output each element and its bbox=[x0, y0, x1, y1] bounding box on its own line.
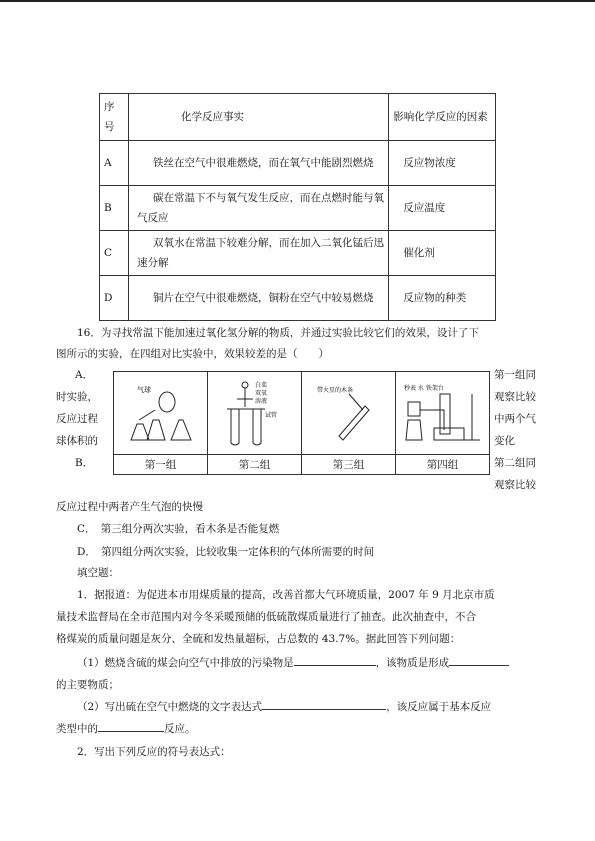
reaction-factor-table bbox=[99, 93, 496, 321]
row-factor: 反应温度 bbox=[389, 186, 496, 231]
answer-blank[interactable] bbox=[449, 656, 509, 666]
sub2-text: 反应。 bbox=[164, 723, 196, 735]
fill-q1-sub2-cont bbox=[56, 722, 196, 736]
row-no: C bbox=[100, 231, 129, 276]
group2-label: 白菜 bbox=[254, 382, 267, 389]
group2-apparatus-drawing bbox=[215, 377, 295, 449]
header-no: 序号 bbox=[100, 94, 129, 141]
q16-stem-line2: 图所示的实验，在四组对比实验中，效果较差的是（ ） bbox=[56, 348, 329, 360]
option-a-text: 球体积的 bbox=[56, 435, 98, 447]
header-factor: 影响化学反应的因素 bbox=[389, 94, 496, 141]
fill-q2-line: 2．写出下列反应的符号表达式： bbox=[77, 746, 231, 758]
q16-stem-line1: 16．为寻找常温下能加速过氧化氢分解的物质，并通过实验比较它们的效果，设计了下 bbox=[77, 327, 479, 339]
fill-q1-sub1-cont: 的主要物质； bbox=[56, 679, 119, 691]
table-header-row bbox=[100, 94, 496, 141]
group2-label: 试管 bbox=[264, 412, 277, 419]
sub2-text: ，该反应属于基本反应 bbox=[386, 701, 492, 713]
sub1-text: ，该物质是形成 bbox=[375, 657, 450, 669]
fill-q1-line3: 格煤炭的质量问题是灰分、全硫和发热量超标，占总数的 43.7%。据此回答下列问题： bbox=[56, 633, 461, 645]
group4-apparatus-drawing bbox=[400, 380, 486, 446]
fill-q1-line1: 1．据报道：为促进本市用煤质量的提高，改善首都大气环境质量，2007 年 9 月北京市质 bbox=[77, 589, 495, 601]
group3-image bbox=[302, 372, 396, 455]
option-a-text: 第一组同 bbox=[494, 369, 536, 381]
fill-q1-sub2-line bbox=[77, 700, 491, 714]
row-no: D bbox=[100, 276, 129, 321]
row-fact: 铁丝在空气中很难燃烧，而在氧气中能剧烈燃烧 bbox=[128, 141, 388, 186]
group2-label: 溶液 bbox=[254, 398, 267, 405]
balloon-label: 气球 bbox=[136, 386, 151, 394]
table-row bbox=[100, 231, 496, 276]
option-a-text: 观察比较 bbox=[494, 391, 536, 403]
page-top-rule bbox=[0, 0, 595, 2]
figure-caption: 第二组 bbox=[208, 455, 302, 475]
row-factor: 催化剂 bbox=[389, 231, 496, 276]
answer-blank[interactable] bbox=[98, 722, 164, 732]
fill-q1-sub1-line bbox=[77, 656, 509, 670]
option-c-text: C． 第三组分两次实验，看木条是否能复燃 bbox=[77, 523, 280, 535]
group2-image bbox=[208, 372, 302, 455]
option-a-text: 时实验， bbox=[56, 391, 98, 403]
row-factor: 反应物的种类 bbox=[389, 276, 496, 321]
row-fact: 碳在常温下不与氧气发生反应，而在点燃时能与氧气反应 bbox=[128, 186, 388, 231]
figure-caption: 第一组 bbox=[114, 455, 208, 475]
option-d-text: D． 第四组分两次实验，比较收集一定体积的气体所需要的时间 bbox=[77, 546, 375, 558]
option-b-text: 第二组同 bbox=[494, 457, 536, 469]
option-a-text: 变化 bbox=[494, 435, 515, 447]
sub1-text: （1）燃烧含硫的煤会向空气中排放的污染物是 bbox=[77, 657, 294, 669]
answer-blank[interactable] bbox=[262, 700, 386, 710]
experiment-figure bbox=[113, 371, 490, 475]
row-fact: 铜片在空气中很难燃烧，铜粉在空气中较易燃烧 bbox=[128, 276, 388, 321]
header-fact: 化学反应事实 bbox=[128, 94, 388, 141]
sub2-text: （2）写出硫在空气中燃烧的文字表达式 bbox=[77, 701, 263, 713]
sub2-text: 类型中的 bbox=[56, 723, 98, 735]
table-row bbox=[100, 276, 496, 321]
table-row bbox=[100, 141, 496, 186]
figure-caption: 第四组 bbox=[396, 455, 490, 475]
row-no: B bbox=[100, 186, 129, 231]
table-row bbox=[100, 186, 496, 231]
glowing-splint-label: 带火星的木条 bbox=[316, 387, 353, 394]
option-a-label: A． bbox=[75, 369, 94, 381]
option-a-text: 中两个气 bbox=[494, 413, 536, 425]
fill-section-title: 填空题： bbox=[77, 567, 119, 579]
option-b-label: B． bbox=[75, 457, 94, 469]
option-b-text: 反应过程中两者产生气泡的快慢 bbox=[56, 501, 203, 513]
group4-image bbox=[396, 372, 490, 455]
group1-apparatus-drawing bbox=[121, 380, 201, 446]
group1-image bbox=[114, 372, 208, 455]
group2-label: 双氧 bbox=[254, 390, 267, 397]
row-fact: 双氧水在常温下较难分解，而在加入二氧化锰后迅速分解 bbox=[128, 231, 388, 276]
figure-caption: 第三组 bbox=[302, 455, 396, 475]
fill-q1-line2: 量技术监督局在全市范围内对今冬采暖预储的低硫散煤质量进行了抽查。此次抽查中，不合 bbox=[56, 611, 476, 623]
option-a-text: 反应过程 bbox=[56, 413, 98, 425]
group3-apparatus-drawing bbox=[309, 380, 389, 446]
option-b-text: 观察比较 bbox=[494, 479, 536, 491]
group4-label: 秒表 水 铁架台 bbox=[403, 385, 444, 392]
row-factor: 反应物浓度 bbox=[389, 141, 496, 186]
row-no: A bbox=[100, 141, 129, 186]
answer-blank[interactable] bbox=[294, 656, 376, 666]
